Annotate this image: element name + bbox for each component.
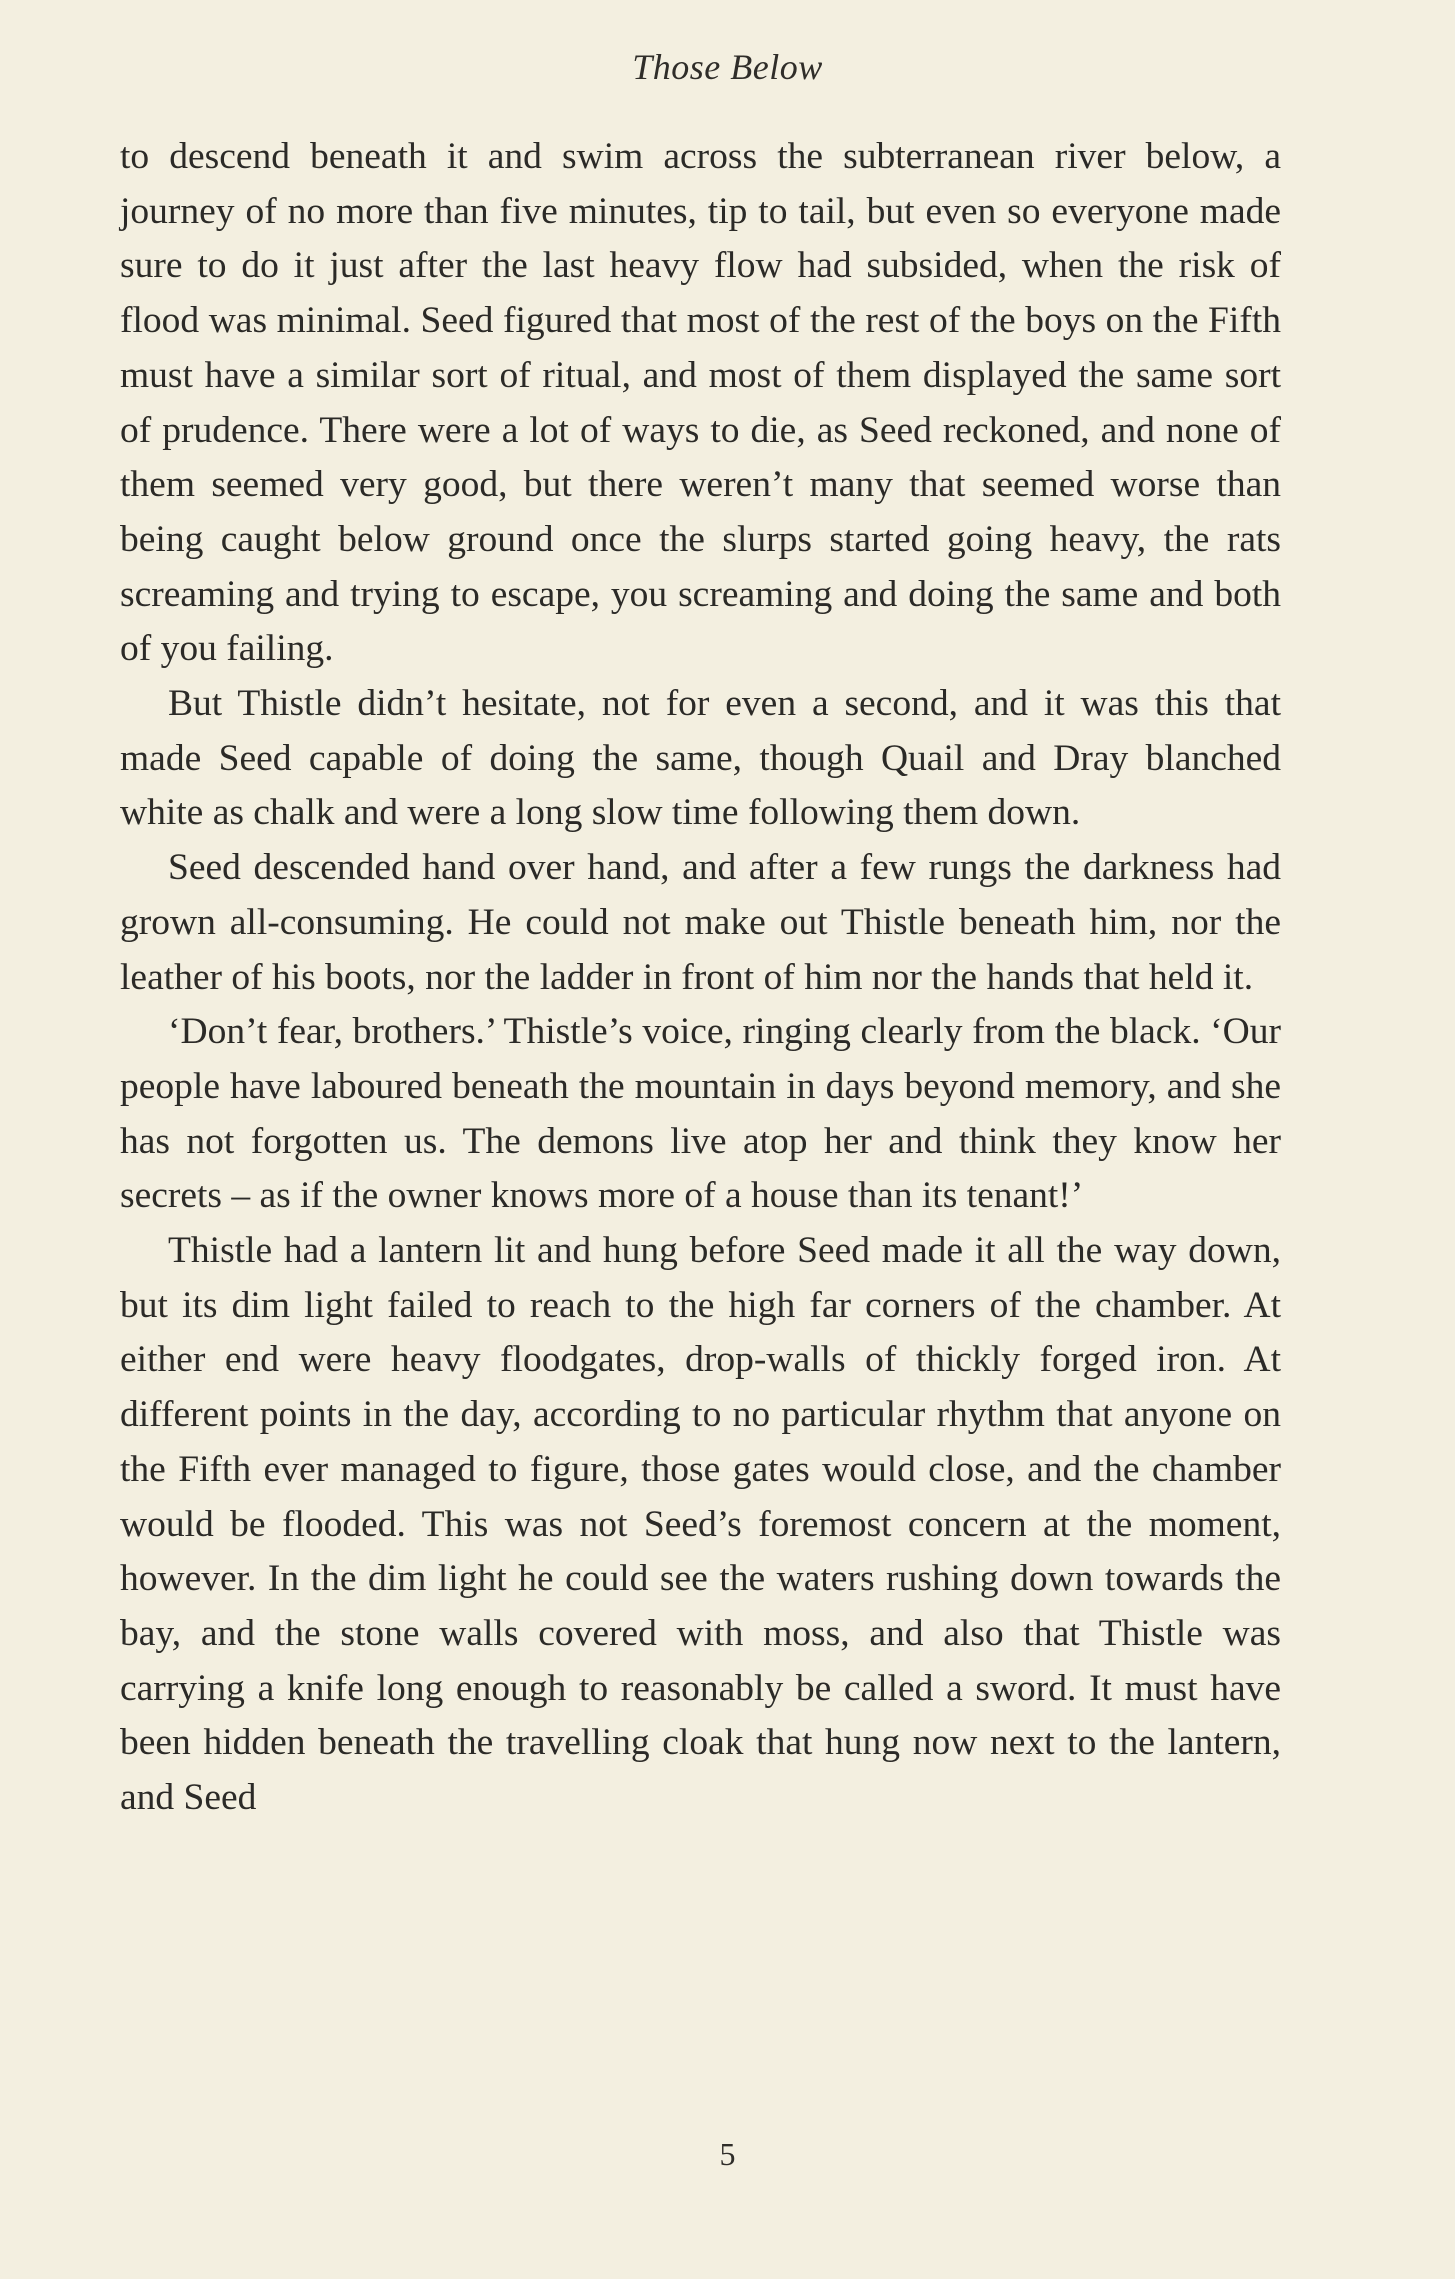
- page-number: 5: [719, 2136, 736, 2172]
- paragraph: ‘Don’t fear, brothers.’ Thistle’s voice, ringing clearly from the black. ‘Our people have laboured beneath the mountain in days beyond memory, and she has not forgotten us. The demons live atop her and think they know her secrets – as if the owner knows more of a house than its tenant!’: [120, 1011, 1281, 1217]
- paragraph: to descend beneath it and swim across the subterranean river below, a journey of no more than five minutes, tip to tail, but even so everyone made sure to do it just after the last heavy flow had subsided, when the risk of flood was minimal. Seed figured that most of the rest of the boys on the Fifth must have a similar sort of ritual, and most of them displayed the same sort of prudence. There were a lot of ways to die, as Seed reckoned, and none of them seemed very good, but there weren’t many that seemed worse than being caught below ground once the slurps started going heavy, the rats screaming and trying to escape, you screaming and doing the same and both of you failing.: [120, 136, 1281, 670]
- body-text: [120, 130, 1281, 1826]
- paragraph: Seed descended hand over hand, and after a few rungs the darkness had grown all-consuming. He could not make out Thistle beneath him, nor the leather of his boots, nor the ladder in front of him nor the hands that held it.: [120, 847, 1281, 998]
- running-head: Those Below: [632, 47, 823, 87]
- paragraph: Thistle had a lantern lit and hung before Seed made it all the way down, but its dim light failed to reach to the high far corners of the chamber. At either end were heavy floodgates, drop-walls of thickly forged iron. At different points in the day, according to no particular rhythm that anyone on the Fifth ever managed to figure, those gates would close, and the chamber would be flooded. This was not Seed’s foremost concern at the moment, however. In the dim light he could see the waters rushing down towards the bay, and the stone walls covered with moss, and also that Thistle was carrying a knife long enough to reasonably be called a sword. It must have been hidden beneath the travelling cloak that hung now next to the lantern, and Seed: [120, 1230, 1281, 1819]
- paragraph: But Thistle didn’t hesitate, not for even a second, and it was this that made Seed capable of doing the same, though Quail and Dray blanched white as chalk and were a long slow time following them down.: [120, 683, 1281, 834]
